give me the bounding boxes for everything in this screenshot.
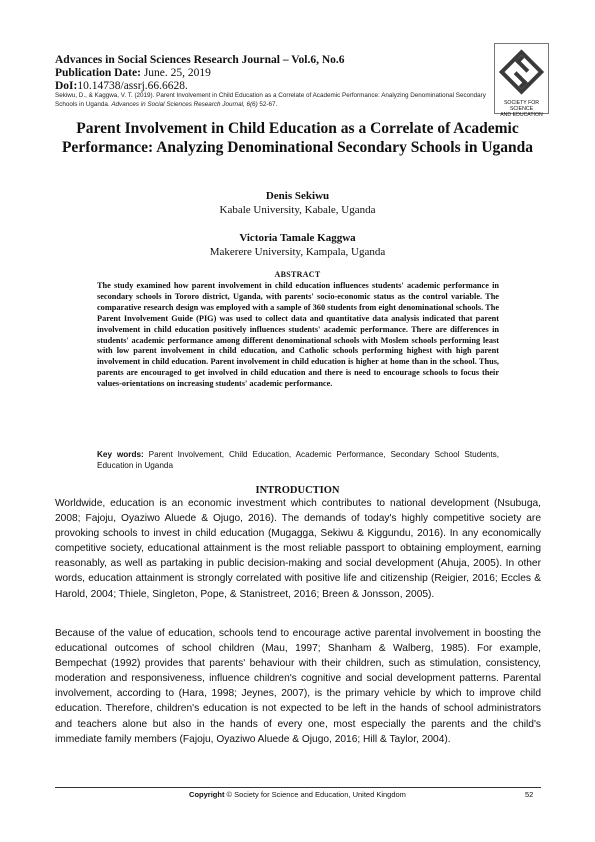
footer-copyright [0, 790, 595, 799]
citation-text: Sekiwu, D., & Kaggwa, V. T. (2019). Parent Involvement in Child Education as a Correlate of Academic Performance: Analyzing Denominational Secondary Schools in Uganda. [55, 92, 486, 108]
footer-divider [55, 787, 541, 788]
citation-pages: 52-67. [257, 100, 278, 108]
citation-journal: Advances in Social Sciences Research Journal, 6(6) [111, 100, 258, 108]
author-name: Denis Sekiwu [265, 190, 330, 202]
paragraph: Because of the value of education, schools tend to encourage active parental involvement in boosting the educational outcomes of school children (Mau, 1997; Shanham & Walberg, 1985). For example, Bempechat (1992) provides that parents' behaviour with their children, such as stimulation, consistency, moderation and responsiveness, influence children's cognitive and social development patterns. Parental involvement, according to (Hara, 1998; Jeynes, 2007), is the primary vehicle by which to improve child education. Therefore, children's education is not expected to be left in the hands of school administrators and teachers alone but also in the hands of every one, most especially the parents and the child's immediate family members (Fajoju, Oyaziwo Aluede & Ojugo, 2016; Hill & Taylor, 2004). [55, 628, 541, 745]
section-heading-introduction: INTRODUCTION [255, 485, 340, 496]
paper-title: Parent Involvement in Child Education as a Correlate of Academic Performance: Analyzing Denominational Secondary Schools in Uganda [61, 120, 534, 156]
author-name: Victoria Tamale Kaggwa [239, 232, 356, 244]
copyright-text: © Society for Science and Education, United Kingdom [224, 790, 406, 799]
logo-caption-line1: SOCIETY FOR SCIENCE [503, 100, 540, 112]
journal-name: Advances in Social Sciences Research Journal – Vol.6, No.6 [55, 54, 345, 66]
doi-value[interactable]: 10.14738/assrj.66.6628. [77, 80, 188, 92]
logo-caption [494, 100, 549, 118]
logo-caption-line2: AND EDUCATION [500, 112, 543, 118]
pubdate-value: June. 25, 2019 [140, 67, 211, 79]
author-affiliation: Kabale University, Kabale, Uganda [219, 204, 376, 216]
keywords-label: Key words: [97, 450, 144, 459]
abstract-body: The study examined how parent involvement in child education influences students' academic performance in secondary schools in Tororo district, Uganda, with parents' socio-economic status as the control variable. The comparative research design was employed with a sample of 360 students from eight denominational schools. The Parent Involvement Guide (PIG) was used to collect data and quantitative data analysis indicated that parent involvement in child education positively influences students' academic performance. There are differences in students' academic performance among different denominational schools with Moslem schools performing least with low parent involvement in child education, and Catholic schools performing highest with high parent involvement in child education. Parent involvement in child education is higher at home than in the school. Thus, parents are encouraged to get involved in child education and there is need to encourage schools to focus their values-orientations on increasing students' academic performance. [97, 281, 499, 389]
doi-label: DoI: [55, 80, 78, 92]
author-affiliation: Makerere University, Kampala, Uganda [209, 246, 386, 258]
keywords [97, 449, 499, 471]
paragraph: Worldwide, education is an economic investment which contributes to national development (Nsubuga, 2008; Fajoju, Oyaziwo Aluede & Ojugo, 2016). The demands of today's highly competitive society are provoking schools to invest in child education (Mugagga, Sekiwu & Kiggundu, 2016). In any economically competitive society, educational attainment is the most reliable passport to obtaining employment, earning reasonably, as well as partaking in public decision-making and social development (Ahuja, 2005). In other words, education attainment is strongly correlated with positive life and citizenship (Reigier, 2016; Eccles & Harold, 2004; Thiele, Singleton, Pope, & Stanistreet, 2016; Breen & Jonsson, 2005). [55, 498, 541, 600]
author-1 [0, 189, 595, 217]
copyright-label: Copyright [189, 790, 225, 799]
publication-date [55, 66, 211, 80]
doi [55, 79, 188, 93]
author-2 [0, 231, 595, 259]
keywords-list: Parent Involvement, Child Education, Academic Performance, Secondary School Students, Education in Uganda [97, 450, 499, 470]
pubdate-label: Publication Date: [55, 67, 141, 79]
abstract-heading: ABSTRACT [274, 270, 321, 279]
citation [55, 92, 490, 109]
page-number: 52 [525, 790, 534, 799]
